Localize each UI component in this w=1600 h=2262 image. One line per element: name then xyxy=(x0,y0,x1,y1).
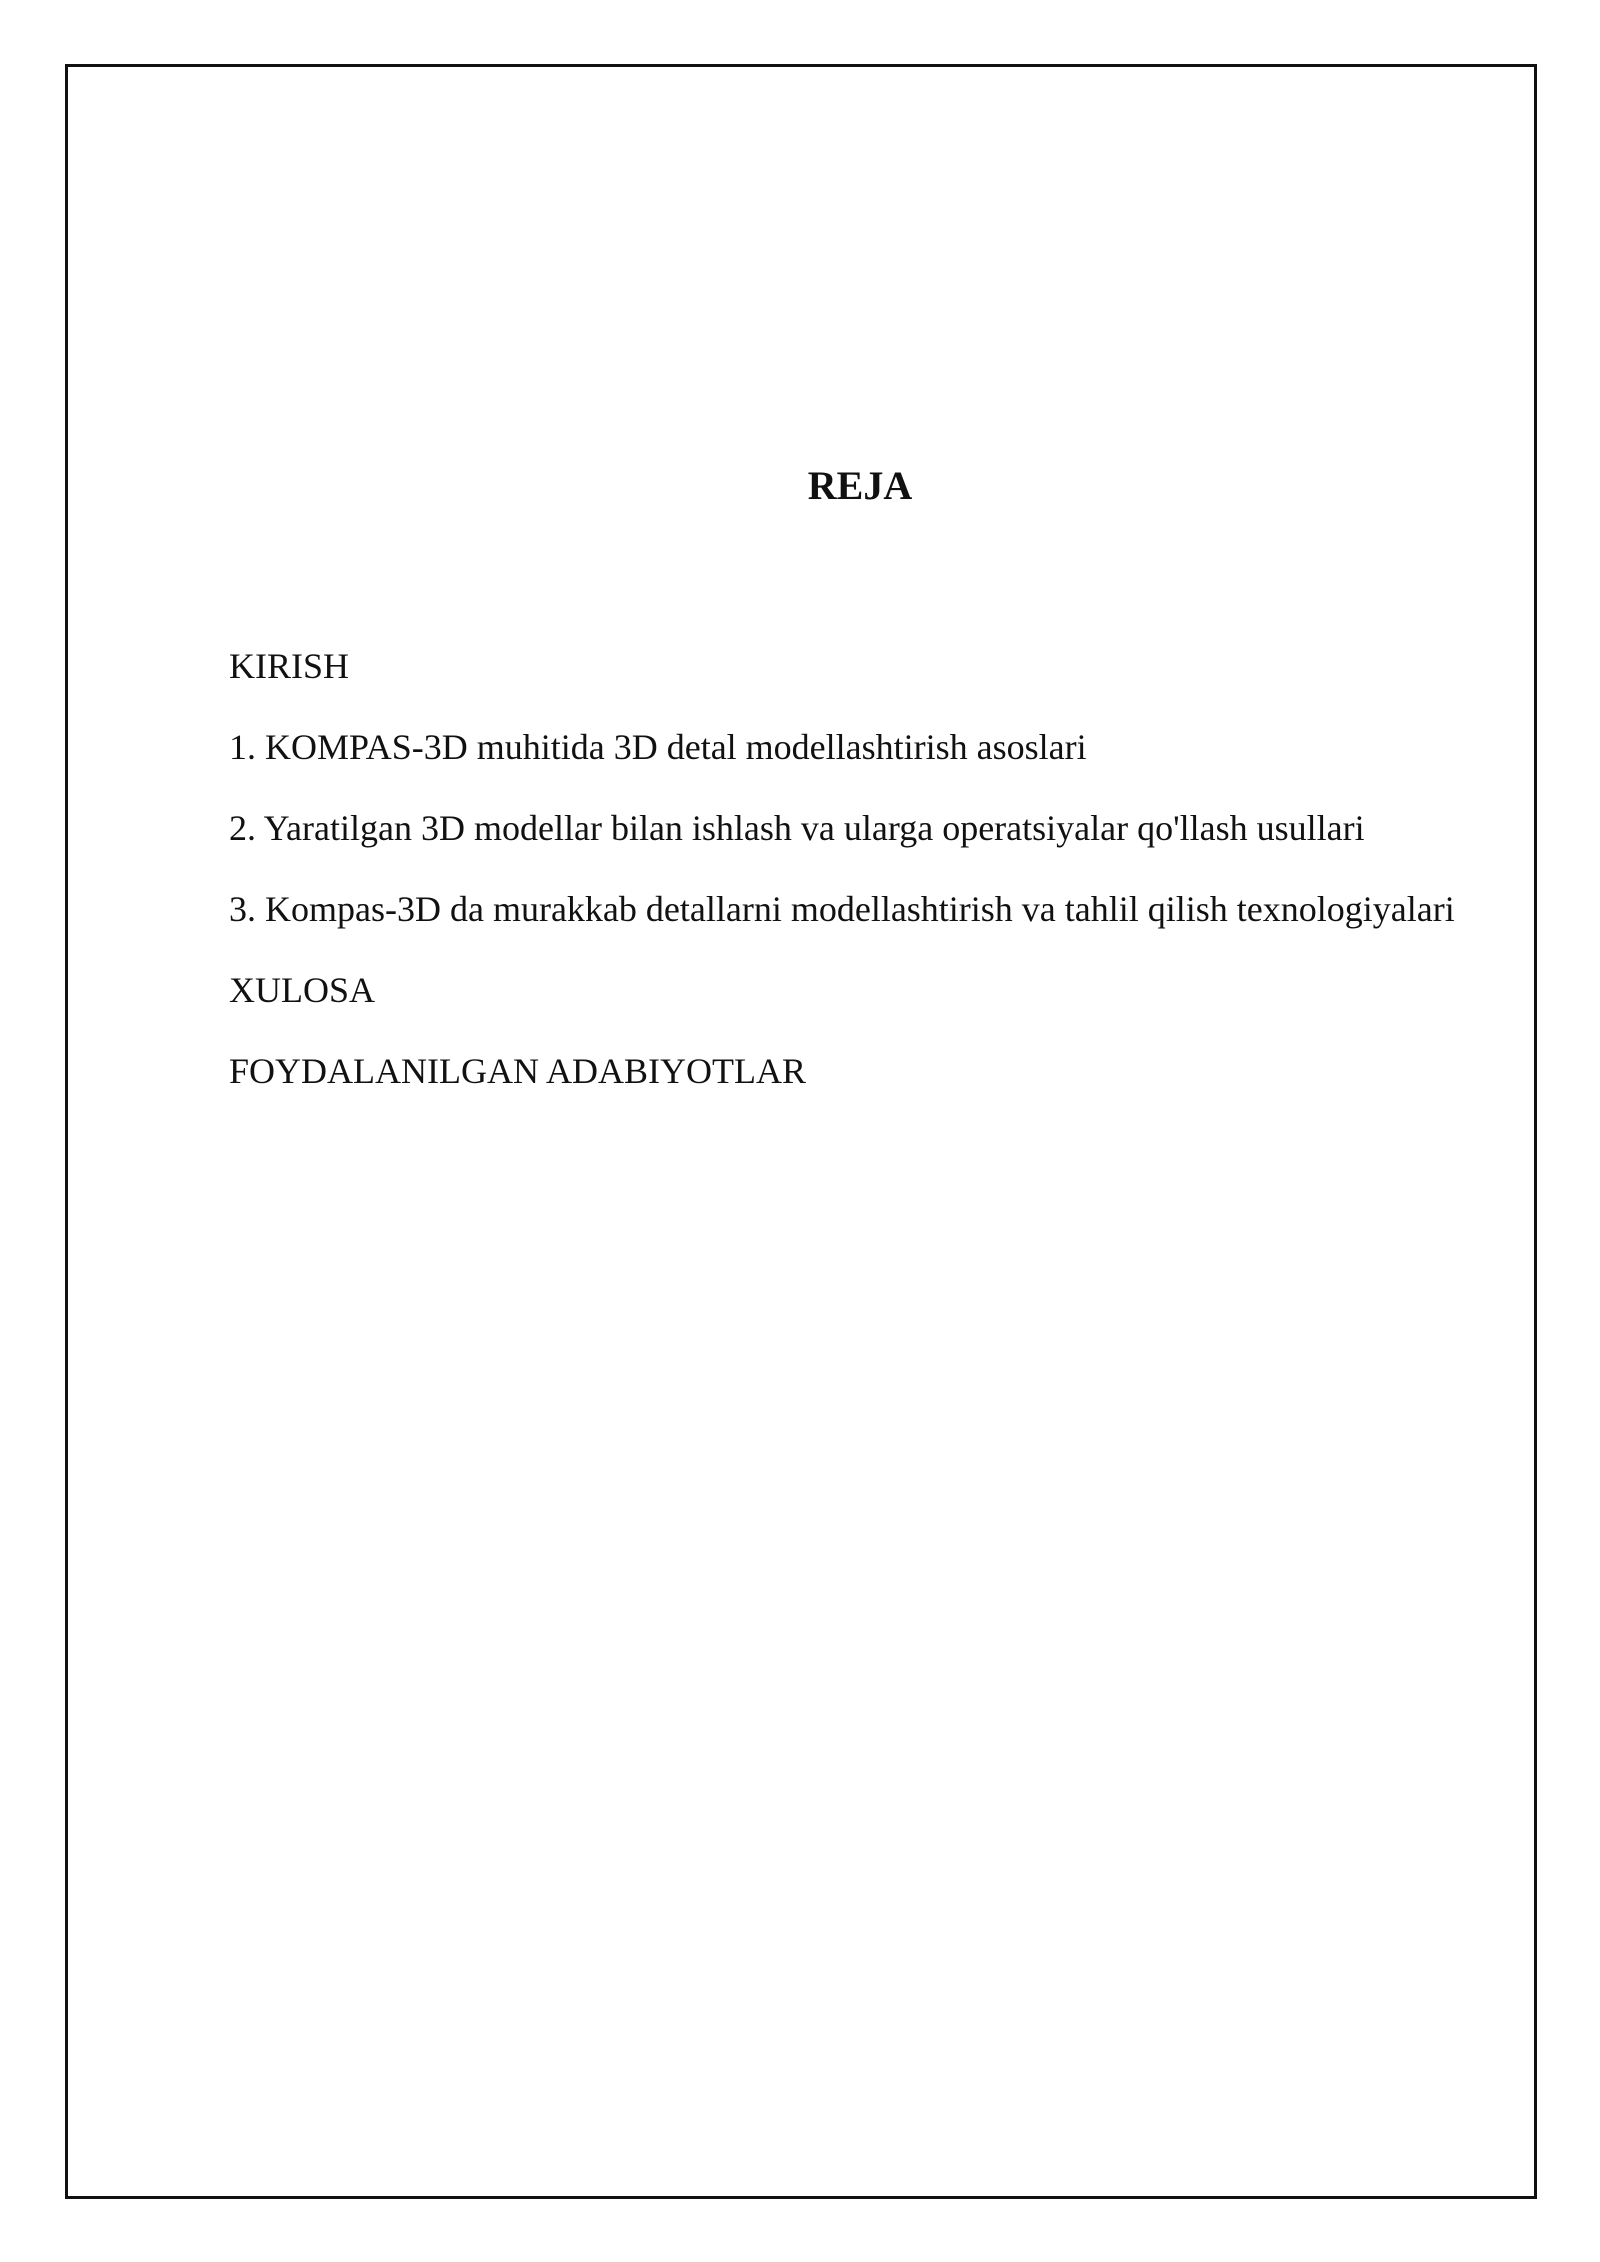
toc-item-conclusion: XULOSA xyxy=(229,970,376,1010)
toc-item-chapter-2: 2. Yaratilgan 3D modellar bilan ishlash va ularga operatsiyalar qo'llash usullari xyxy=(229,808,1365,848)
page-border xyxy=(65,64,1537,2199)
toc-item-chapter-3: 3. Kompas-3D da murakkab detallarni modellashtirish va tahlil qilish texnologiyalari xyxy=(229,889,1455,929)
toc-item-references: FOYDALANILGAN ADABIYOTLAR xyxy=(229,1051,806,1091)
table-of-contents xyxy=(229,634,1469,1120)
page-title: REJA xyxy=(807,463,913,508)
toc-item-chapter-1: 1. KOMPAS-3D muhitida 3D detal modellashtirish asoslari xyxy=(229,727,1087,767)
toc-item-introduction: KIRISH xyxy=(229,646,350,686)
